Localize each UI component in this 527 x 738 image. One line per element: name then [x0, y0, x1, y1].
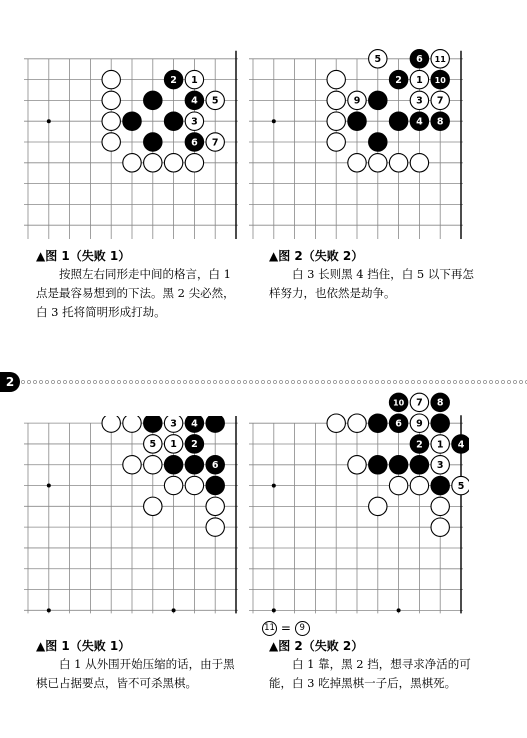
black-stone: [369, 91, 387, 109]
move-number: 3: [436, 460, 444, 472]
move-number: 1: [416, 74, 423, 86]
star-point: [47, 608, 51, 612]
white-stone: [369, 497, 387, 515]
move-number: 5: [149, 439, 157, 451]
black-stone: [185, 133, 203, 151]
white-stone: [123, 416, 141, 432]
move-number: 5: [457, 480, 465, 492]
move-number: 6: [191, 137, 198, 149]
white-stone: [102, 133, 120, 151]
move-number: 5: [211, 95, 219, 107]
white-stone: [123, 456, 141, 474]
white-stone: [431, 435, 449, 453]
diagram-description: 白 3 长则黑 4 挡住，白 5 以下再怎样努力，也依然是劫争。: [269, 267, 474, 300]
white-stone: [123, 154, 141, 172]
white-stone: [102, 70, 120, 88]
diagram-description: 按照左右同形走中间的格言，白 1 点是最容易想到的下法。黑 2 尖必然，白 3 托将简明形成打劫。: [36, 267, 235, 319]
black-stone: [389, 70, 407, 88]
move-number: 1: [191, 74, 198, 86]
black-stone: [389, 112, 407, 130]
white-stone: [327, 414, 345, 432]
ko-note: [262, 621, 310, 636]
black-stone: [369, 456, 387, 474]
white-stone: [206, 497, 224, 515]
move-number: 4: [457, 439, 465, 451]
black-stone: [431, 70, 449, 88]
white-stone: [348, 456, 366, 474]
white-stone: [144, 154, 162, 172]
white-stone: [431, 518, 449, 536]
star-point: [272, 119, 276, 123]
black-stone: [410, 435, 428, 453]
white-stone: [164, 476, 182, 494]
move-number: 8: [436, 397, 444, 409]
black-stone: [431, 393, 449, 411]
move-number: 2: [395, 74, 402, 86]
white-stone: [102, 91, 120, 109]
black-stone: [431, 112, 449, 130]
white-stone: [185, 154, 203, 172]
star-point: [272, 484, 276, 488]
star-point: [47, 119, 51, 123]
black-stone: [144, 91, 162, 109]
white-stone: [185, 476, 203, 494]
white-stone: [452, 476, 469, 494]
white-stone: [144, 435, 162, 453]
go-board-diagram: [249, 388, 469, 621]
white-stone: [431, 497, 449, 515]
black-stone: [410, 50, 428, 68]
white-stone: [348, 414, 366, 432]
move-number: 4: [191, 418, 198, 430]
move-number: 7: [436, 95, 444, 107]
move-number: 3: [191, 116, 198, 128]
move-number: 11: [434, 55, 446, 65]
black-stone: [206, 456, 224, 474]
white-stone: [206, 91, 224, 109]
white-stone: [389, 476, 407, 494]
diagram-caption: ▲图 2（失败 2）: [269, 639, 364, 653]
black-stone: [348, 112, 366, 130]
star-point: [397, 608, 401, 612]
black-stone: [410, 456, 428, 474]
white-stone: [410, 91, 428, 109]
white-stone: [431, 91, 449, 109]
white-stone: [410, 154, 428, 172]
white-stone: [369, 154, 387, 172]
go-board-diagram: [249, 34, 469, 239]
move-number: 7: [211, 137, 219, 149]
move-number: 6: [211, 460, 219, 472]
white-stone: [164, 416, 182, 432]
section-number-badge: 2: [0, 372, 20, 392]
black-stone: [452, 435, 469, 453]
move-number: 3: [416, 95, 423, 107]
move-number: 2: [170, 74, 177, 86]
black-stone: [431, 414, 449, 432]
black-stone: [185, 416, 203, 432]
white-stone: [410, 70, 428, 88]
black-stone: [410, 112, 428, 130]
white-stone: [410, 414, 428, 432]
black-stone: [431, 476, 449, 494]
move-number: 3: [170, 418, 177, 430]
white-stone: [206, 518, 224, 536]
white-stone: [327, 112, 345, 130]
move-number: 4: [416, 116, 423, 128]
black-stone: [389, 456, 407, 474]
diagram-caption: ▲图 2（失败 2）: [269, 249, 364, 263]
diagram-caption: ▲图 1（失败 1）: [36, 639, 131, 653]
go-board-diagram: [24, 34, 244, 239]
white-stone: [348, 154, 366, 172]
section-divider: [20, 379, 527, 385]
white-stone: [327, 133, 345, 151]
move-number: 9: [416, 418, 423, 430]
move-number: 4: [191, 95, 198, 107]
move-number-circle: 9: [295, 621, 310, 636]
black-stone: [389, 414, 407, 432]
go-board-diagram: [24, 416, 244, 621]
white-stone: [185, 70, 203, 88]
move-number: 8: [436, 116, 444, 128]
black-stone: [185, 456, 203, 474]
white-stone: [327, 70, 345, 88]
white-stone: [164, 435, 182, 453]
white-stone: [410, 476, 428, 494]
black-stone: [164, 456, 182, 474]
white-stone: [327, 91, 345, 109]
move-number-circle: 11: [262, 621, 277, 636]
white-stone: [431, 456, 449, 474]
white-stone: [206, 133, 224, 151]
black-stone: [206, 416, 224, 432]
diagram-caption: ▲图 1（失败 1）: [36, 249, 131, 263]
black-stone: [164, 112, 182, 130]
diagram-description: 白 1 从外围开始压缩的话，由于黑棋已占据要点，皆不可杀黑棋。: [36, 657, 235, 690]
move-number: 5: [374, 54, 382, 66]
white-stone: [164, 154, 182, 172]
move-number: 2: [191, 439, 198, 451]
move-number: 6: [416, 54, 423, 66]
white-stone: [369, 50, 387, 68]
star-point: [47, 484, 51, 488]
white-stone: [144, 456, 162, 474]
move-number: 7: [416, 397, 423, 409]
white-stone: [410, 393, 428, 411]
move-number: 6: [395, 418, 402, 430]
black-stone: [206, 476, 224, 494]
white-stone: [102, 112, 120, 130]
equals-sign: =: [280, 621, 291, 635]
black-stone: [164, 70, 182, 88]
move-number: 1: [436, 439, 444, 451]
move-number: 2: [416, 439, 423, 451]
move-number: 1: [170, 439, 177, 451]
black-stone: [185, 91, 203, 109]
black-stone: [144, 133, 162, 151]
black-stone: [144, 416, 162, 432]
star-point: [172, 608, 176, 612]
move-number: 10: [393, 398, 405, 408]
move-number: 10: [434, 75, 446, 85]
white-stone: [389, 154, 407, 172]
diagram-description: 白 1 靠，黑 2 挡，想寻求净活的可能，白 3 吃掉黑棋一子后，黑棋死。: [269, 657, 471, 690]
black-stone: [389, 393, 407, 411]
move-number: 9: [353, 95, 361, 107]
black-stone: [123, 112, 141, 130]
white-stone: [185, 112, 203, 130]
white-stone: [431, 50, 449, 68]
white-stone: [348, 91, 366, 109]
black-stone: [185, 435, 203, 453]
star-point: [272, 608, 276, 612]
black-stone: [369, 133, 387, 151]
black-stone: [369, 414, 387, 432]
white-stone: [102, 416, 120, 432]
white-stone: [144, 497, 162, 515]
